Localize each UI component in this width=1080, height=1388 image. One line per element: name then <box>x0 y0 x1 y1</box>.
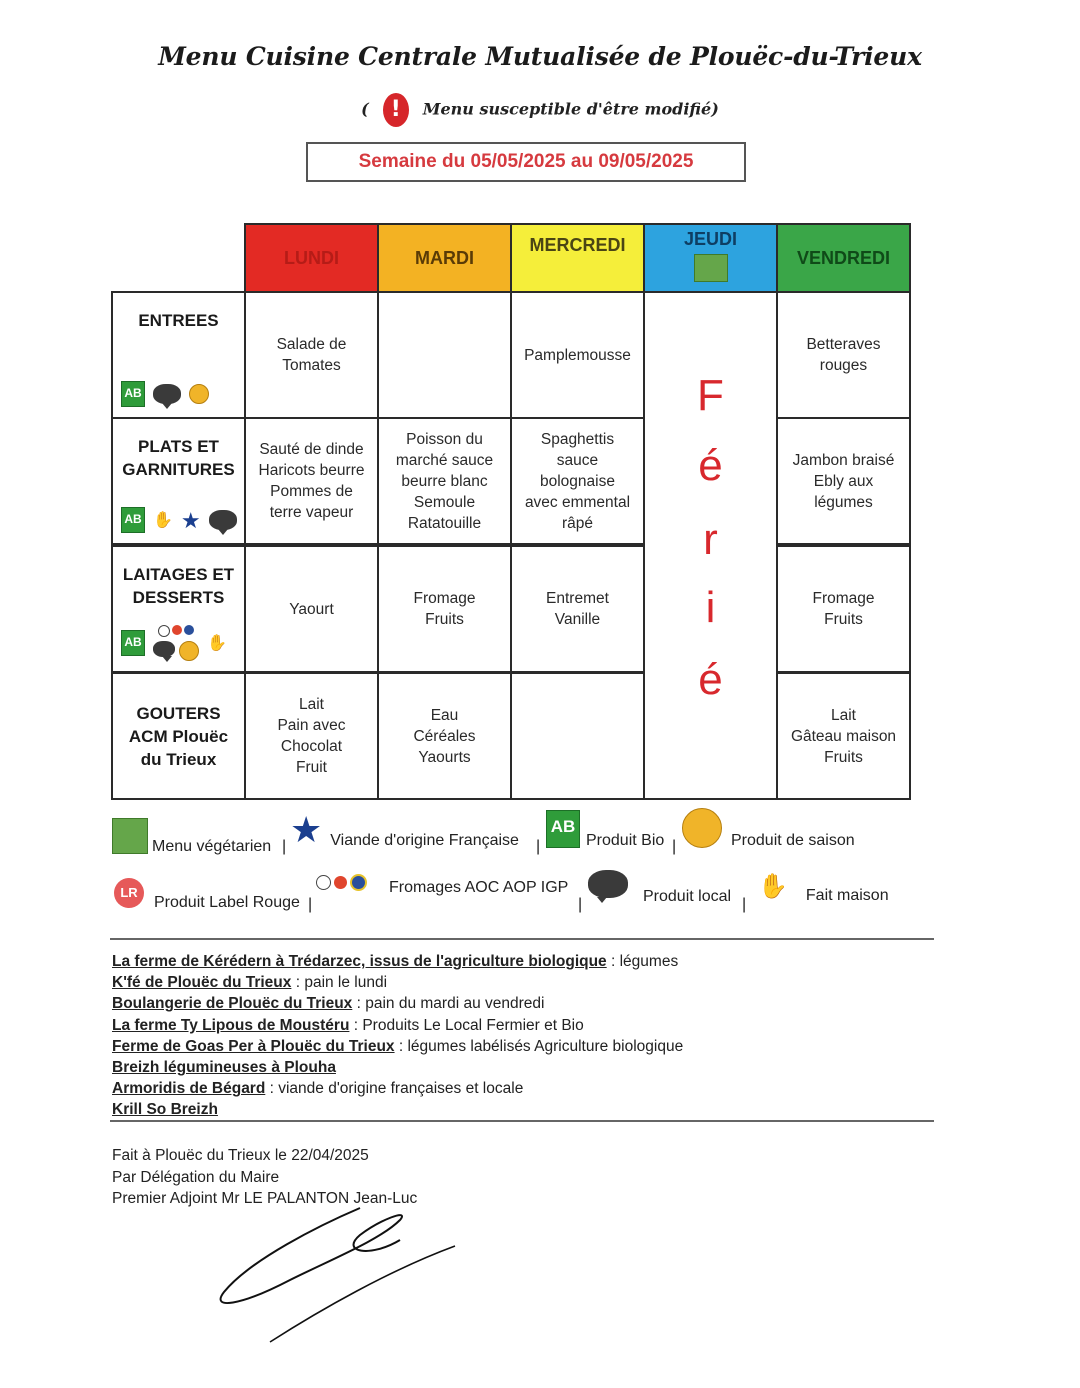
supplier-item <box>112 1080 523 1098</box>
menu-cell-lundi-1 <box>244 417 379 545</box>
supplier-desc: : Produits Le Local Fermier et Bio <box>349 1016 584 1034</box>
menu-cell-mardi-3 <box>377 672 512 800</box>
row-label-0 <box>111 291 246 419</box>
supplier-name: K'fé de Plouëc du Trieux <box>112 974 292 992</box>
notice-text: Menu susceptible d'être modifié) <box>422 99 719 119</box>
day-header-mercredi <box>510 223 645 293</box>
supplier-name: La ferme de Kérédern à Trédarzec, issus de l'agriculture biologique <box>112 953 607 970</box>
supplier-name: La ferme Ty Lipous de Moustéru <box>112 1016 350 1034</box>
menu-item-text: Entremet Vanille <box>546 590 609 628</box>
supplier-desc: : légumes <box>606 953 679 970</box>
homemade-icon: ✋ <box>207 634 227 652</box>
label-rouge-icon: LR <box>114 878 144 908</box>
legend-viande: ★ Viande d'origine Française <box>290 809 519 850</box>
legend-local: Produit local <box>588 870 731 898</box>
legend-vegetarien: Menu végétarien <box>112 818 271 854</box>
row-label-icons <box>121 625 238 661</box>
menu-cell-mercredi-0 <box>510 291 645 419</box>
homemade-icon: ✋ <box>758 873 788 900</box>
homemade-icon: ✋ <box>153 511 173 529</box>
day-label: LUNDI <box>284 247 339 268</box>
day-label: JEUDI <box>683 229 737 249</box>
legend-separator: | <box>308 896 313 913</box>
menu-cell-mardi-1 <box>377 417 512 545</box>
supplier-item <box>112 974 387 992</box>
divider-top <box>110 938 934 940</box>
day-header-lundi <box>244 223 379 293</box>
menu-cell-lundi-2 <box>244 545 379 673</box>
day-header-mardi <box>377 223 512 293</box>
legend-separator: | <box>742 896 747 913</box>
menu-cell-mardi-0 <box>377 291 512 419</box>
legend-maison: ✋ Fait maison <box>758 873 889 904</box>
row-label-text: GOUTERS ACM Plouëc du Trieux <box>128 704 229 769</box>
menu-cell-vendredi-0 <box>776 291 911 419</box>
supplier-desc: : viande d'origine françaises et locale <box>265 1080 524 1098</box>
local-product-icon <box>153 384 181 404</box>
supplier-item <box>112 1017 584 1035</box>
day-label: VENDREDI <box>796 247 890 268</box>
day-header-vendredi <box>776 223 911 293</box>
menu-item-text: Lait Gâteau maison Fruits <box>790 706 897 766</box>
menu-cell-mercredi-2 <box>510 545 645 673</box>
row-label-text: LAITAGES ET DESSERTS <box>122 565 235 607</box>
menu-cell-mardi-2 <box>377 545 512 673</box>
supplier-name: Breizh légumineuses à Plouha <box>112 1059 336 1076</box>
seasonal-product-icon <box>189 384 209 404</box>
menu-cell-lundi-3 <box>244 672 379 800</box>
menu-item-text: Fromage Fruits <box>812 590 875 628</box>
legend-separator: | <box>578 896 583 913</box>
legend-separator: | <box>282 838 287 855</box>
cheese-labels-icon <box>153 625 199 661</box>
supplier-desc: : pain du mardi au vendredi <box>352 995 545 1013</box>
modification-notice <box>0 93 1080 127</box>
notice-paren: ( <box>361 99 369 119</box>
supplier-item <box>112 1038 683 1056</box>
row-label-1 <box>111 417 246 545</box>
menu-cell-lundi-0 <box>244 291 379 419</box>
supplier-item <box>112 953 678 971</box>
local-product-icon <box>209 510 237 530</box>
legend-fromages: Fromages AOC AOP IGP <box>316 874 568 891</box>
menu-cell-mercredi-1 <box>510 417 645 545</box>
menu-cell-vendredi-3 <box>776 672 911 800</box>
supplier-item <box>112 1101 218 1119</box>
supplier-desc: : pain le lundi <box>291 974 388 992</box>
menu-item-text: Yaourt <box>289 600 334 618</box>
legend-separator: | <box>536 838 541 855</box>
supplier-name: Ferme de Goas Per à Plouëc du Trieux <box>112 1037 395 1055</box>
page-title: Menu Cuisine Centrale Mutualisée de Plouëc-du-Trieux <box>158 42 922 71</box>
ferie-letter: i <box>705 583 716 632</box>
menu-item-text: Eau Céréales Yaourts <box>413 706 476 766</box>
menu-item-text: Poisson du marché sauce beurre blanc Semoule Ratatouille <box>395 430 494 532</box>
supplier-name: Boulangerie de Plouëc du Trieux <box>112 995 353 1013</box>
row-label-text: ENTREES <box>138 311 219 330</box>
organic-ab-icon: AB <box>121 507 145 533</box>
menu-item-text: Jambon braisé Ebly aux légumes <box>792 451 895 511</box>
row-label-3 <box>111 672 246 800</box>
local-product-icon <box>588 870 628 898</box>
supplier-item <box>112 1059 336 1077</box>
warning-icon: ! <box>383 93 409 127</box>
vegetarian-icon <box>694 254 728 282</box>
menu-item-text: Salade de Tomates <box>276 336 347 374</box>
legend-saison: Produit de saison <box>682 808 855 848</box>
row-label-icons <box>121 507 238 533</box>
menu-item-text: Sauté de dinde Haricots beurre Pommes de terre vapeur <box>258 441 365 521</box>
legend-label-rouge: LR Produit Label Rouge <box>114 878 300 908</box>
organic-ab-icon: AB <box>121 381 145 407</box>
supplier-desc: : légumes labélisés Agriculture biologique <box>394 1037 684 1055</box>
menu-cell-vendredi-1 <box>776 417 911 545</box>
day-label: MARDI <box>415 247 474 268</box>
day-header-jeudi <box>643 223 778 293</box>
menu-item-text: Fromage Fruits <box>413 590 476 628</box>
row-label-2 <box>111 545 246 673</box>
week-banner: Semaine du 05/05/2025 au 09/05/2025 <box>306 142 746 182</box>
ferie-letter: F <box>697 371 724 420</box>
menu-cell-vendredi-2 <box>776 545 911 673</box>
divider-bottom <box>110 1120 934 1122</box>
footer-signatory: Premier Adjoint Mr LE PALANTON Jean-Luc <box>112 1190 418 1207</box>
menu-item-text: Betteraves rouges <box>806 336 881 374</box>
legend-bio: AB Produit Bio <box>546 810 664 848</box>
legend-separator: | <box>672 838 677 855</box>
signature <box>210 1200 470 1350</box>
vegetarian-icon <box>112 818 148 854</box>
french-meat-icon: ★ <box>290 809 323 850</box>
ferie-letter: r <box>703 515 718 564</box>
french-meat-icon: ★ <box>180 507 201 533</box>
organic-ab-icon: AB <box>546 810 580 848</box>
day-label: MERCREDI <box>529 235 626 255</box>
ferie-letter: é <box>698 655 723 704</box>
footer-delegation: Par Délégation du Maire <box>112 1169 280 1186</box>
footer-place-date: Fait à Plouëc du Trieux le 22/04/2025 <box>112 1147 369 1164</box>
row-label-text: PLATS ET GARNITURES <box>122 437 235 479</box>
row-label-icons <box>121 381 238 407</box>
supplier-name: Krill So Breizh <box>112 1101 218 1119</box>
menu-cell-mercredi-3 <box>510 672 645 800</box>
supplier-name: Armoridis de Bégard <box>112 1080 266 1098</box>
menu-item-text: Lait Pain avec Chocolat Fruit <box>277 696 346 776</box>
organic-ab-icon: AB <box>121 630 145 656</box>
menu-item-text: Spaghettis sauce bolognaise avec emmental râpé <box>524 430 631 532</box>
menu-item-text: Pamplemousse <box>524 346 631 364</box>
cheese-labels-icon <box>316 874 367 891</box>
ferie-letter: é <box>698 441 723 490</box>
seasonal-product-icon <box>682 808 722 848</box>
supplier-item <box>112 995 544 1013</box>
jeudi-ferie-column <box>643 291 778 800</box>
